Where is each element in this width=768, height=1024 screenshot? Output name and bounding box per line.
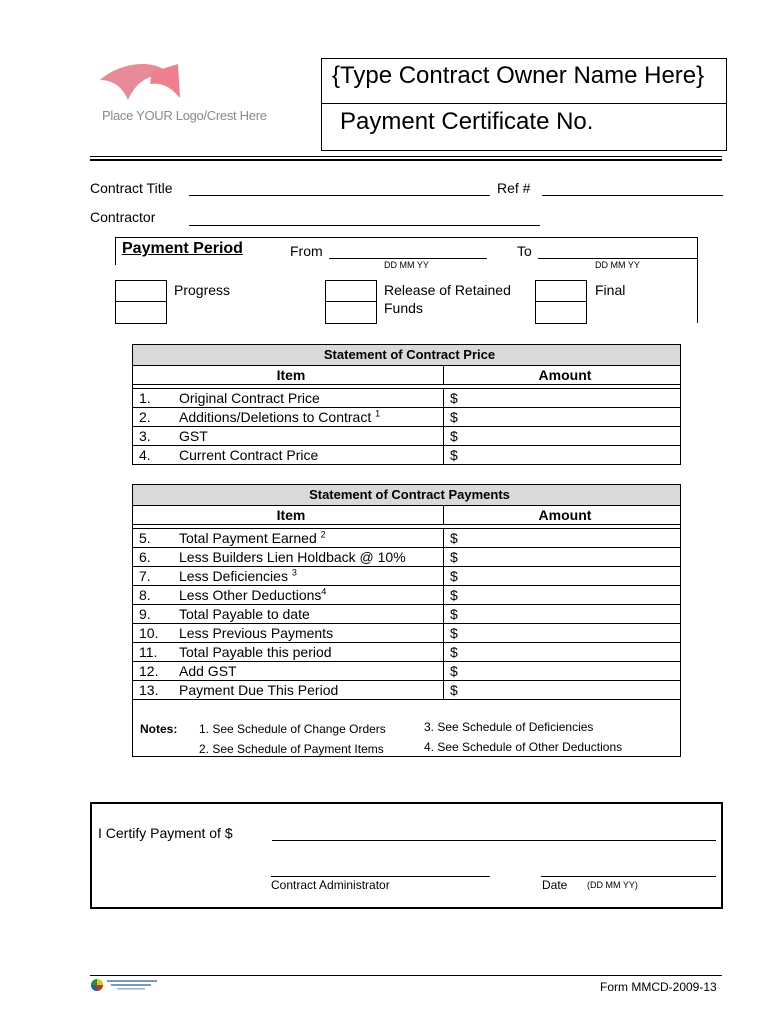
- amount-cell[interactable]: $: [444, 624, 681, 643]
- release-retained-label: Release of Retained: [384, 282, 511, 298]
- table-row: [133, 567, 681, 586]
- payment-period-title: Payment Period: [122, 240, 243, 257]
- amount-cell[interactable]: $: [444, 643, 681, 662]
- divider: [90, 156, 722, 157]
- contract-payments-table: [132, 484, 681, 757]
- note-3: 3. See Schedule of Deficiencies: [424, 720, 594, 734]
- item-cell: [133, 605, 444, 624]
- amount-header: Amount: [444, 366, 681, 385]
- item-cell: [133, 389, 444, 408]
- item-number: 12.: [139, 663, 159, 679]
- contract-title-field[interactable]: [189, 195, 490, 196]
- certify-amount-field[interactable]: [272, 840, 716, 841]
- item-cell: [133, 427, 444, 446]
- item-number: 4.: [139, 447, 151, 463]
- table-row: [133, 605, 681, 624]
- item-number: 8.: [139, 587, 151, 603]
- item-cell: [133, 643, 444, 662]
- amount-cell[interactable]: $: [444, 446, 681, 465]
- amount-cell[interactable]: $: [444, 389, 681, 408]
- item-cell: [133, 567, 444, 586]
- footnote-ref: 2: [320, 529, 326, 540]
- item-cell: [133, 529, 444, 548]
- progress-label: Progress: [174, 282, 231, 298]
- item-cell: [133, 681, 444, 700]
- release-retained-label-2: Funds: [384, 300, 423, 316]
- item-label: Current Contract Price: [179, 447, 319, 463]
- item-number: 9.: [139, 606, 151, 622]
- to-label: To: [517, 243, 532, 259]
- item-cell: [133, 408, 444, 427]
- item-label: Add GST: [179, 663, 237, 679]
- contract-price-table: [132, 344, 681, 465]
- logo-placeholder-text: Place YOUR Logo/Crest Here: [102, 108, 267, 123]
- item-label: Less Previous Payments: [179, 625, 334, 641]
- table-row: [133, 427, 681, 446]
- item-label: Additions/Deletions to Contract: [179, 409, 376, 425]
- certify-label: I Certify Payment of $: [98, 825, 233, 841]
- ref-field[interactable]: [542, 195, 723, 196]
- table-row: [133, 624, 681, 643]
- notes-cell: [133, 700, 681, 757]
- amount-cell[interactable]: $: [444, 605, 681, 624]
- certify-date-field[interactable]: [541, 876, 716, 877]
- item-label: Less Builders Lien Holdback @ 10%: [179, 549, 406, 565]
- certify-date-hint: (DD MM YY): [587, 880, 638, 890]
- notes-label: Notes:: [140, 722, 178, 736]
- table-row: [133, 408, 681, 427]
- contract-administrator-label: Contract Administrator: [271, 878, 390, 892]
- footer-divider: [90, 975, 722, 976]
- amount-cell[interactable]: $: [444, 548, 681, 567]
- amount-cell[interactable]: $: [444, 529, 681, 548]
- amount-cell[interactable]: $: [444, 408, 681, 427]
- contract-price-title: Statement of Contract Price: [133, 345, 681, 366]
- item-label: GST: [179, 428, 208, 444]
- to-date-field[interactable]: [538, 258, 697, 259]
- item-label: Original Contract Price: [179, 390, 320, 406]
- table-row: [133, 586, 681, 605]
- contract-title-label: Contract Title: [90, 180, 173, 196]
- amount-cell[interactable]: $: [444, 662, 681, 681]
- item-label: Total Payment Earned: [179, 530, 321, 546]
- final-checkbox[interactable]: [535, 280, 587, 324]
- to-date-hint: DD MM YY: [595, 260, 640, 270]
- amount-cell[interactable]: $: [444, 681, 681, 700]
- note-4: 4. See Schedule of Other Deductions: [424, 740, 623, 754]
- item-label: Less Other Deductions: [179, 587, 322, 603]
- item-number: 5.: [139, 530, 151, 546]
- item-cell: [133, 586, 444, 605]
- item-cell: [133, 446, 444, 465]
- footnote-ref: 1: [375, 408, 381, 419]
- item-number: 10.: [139, 625, 159, 641]
- item-cell: [133, 548, 444, 567]
- item-number: 2.: [139, 409, 151, 425]
- footnote-ref: 3: [291, 567, 297, 578]
- item-header: Item: [133, 506, 444, 525]
- contractor-field[interactable]: [189, 225, 540, 226]
- contract-owner-name[interactable]: {Type Contract Owner Name Here}: [332, 62, 705, 89]
- table-row: [133, 681, 681, 700]
- item-label: Payment Due This Period: [179, 682, 339, 698]
- item-label: Total Payable to date: [179, 606, 310, 622]
- item-number: 1.: [139, 390, 151, 406]
- table-row: [133, 548, 681, 567]
- footnote-ref: 4: [321, 586, 327, 597]
- item-number: 7.: [139, 568, 151, 584]
- amount-cell[interactable]: $: [444, 586, 681, 605]
- table-row: [133, 446, 681, 465]
- certify-date-label: Date: [542, 878, 568, 892]
- table-row: [133, 389, 681, 408]
- table-row: [133, 643, 681, 662]
- amount-header: Amount: [444, 506, 681, 525]
- form-number: Form MMCD-2009-13: [600, 980, 717, 994]
- payment-certificate-number[interactable]: Payment Certificate No.: [340, 108, 594, 135]
- contract-administrator-signature[interactable]: [271, 876, 490, 877]
- note-1: 1. See Schedule of Change Orders: [199, 722, 386, 736]
- from-label: From: [290, 243, 323, 259]
- item-number: 3.: [139, 428, 151, 444]
- logo-crest: [92, 58, 272, 138]
- item-cell: [133, 624, 444, 643]
- item-number: 13.: [139, 682, 159, 698]
- item-cell: [133, 662, 444, 681]
- amount-cell[interactable]: $: [444, 567, 681, 586]
- final-label: Final: [595, 282, 626, 298]
- item-header: Item: [133, 366, 444, 385]
- from-date-field[interactable]: [329, 258, 487, 259]
- table-row: [133, 662, 681, 681]
- note-2: 2. See Schedule of Payment Items: [199, 742, 384, 756]
- ref-label: Ref #: [497, 180, 531, 196]
- association-logo: [91, 977, 161, 993]
- certify-box: [90, 802, 723, 909]
- from-date-hint: DD MM YY: [384, 260, 429, 270]
- amount-cell[interactable]: $: [444, 427, 681, 446]
- contract-payments-title: Statement of Contract Payments: [133, 485, 681, 506]
- progress-checkbox[interactable]: [115, 280, 167, 324]
- contractor-label: Contractor: [90, 209, 156, 225]
- item-number: 11.: [139, 644, 158, 660]
- item-number: 6.: [139, 549, 151, 565]
- release-retained-checkbox[interactable]: [325, 280, 377, 324]
- table-row: [133, 529, 681, 548]
- item-label: Total Payable this period: [179, 644, 332, 660]
- item-label: Less Deficiencies: [179, 568, 292, 584]
